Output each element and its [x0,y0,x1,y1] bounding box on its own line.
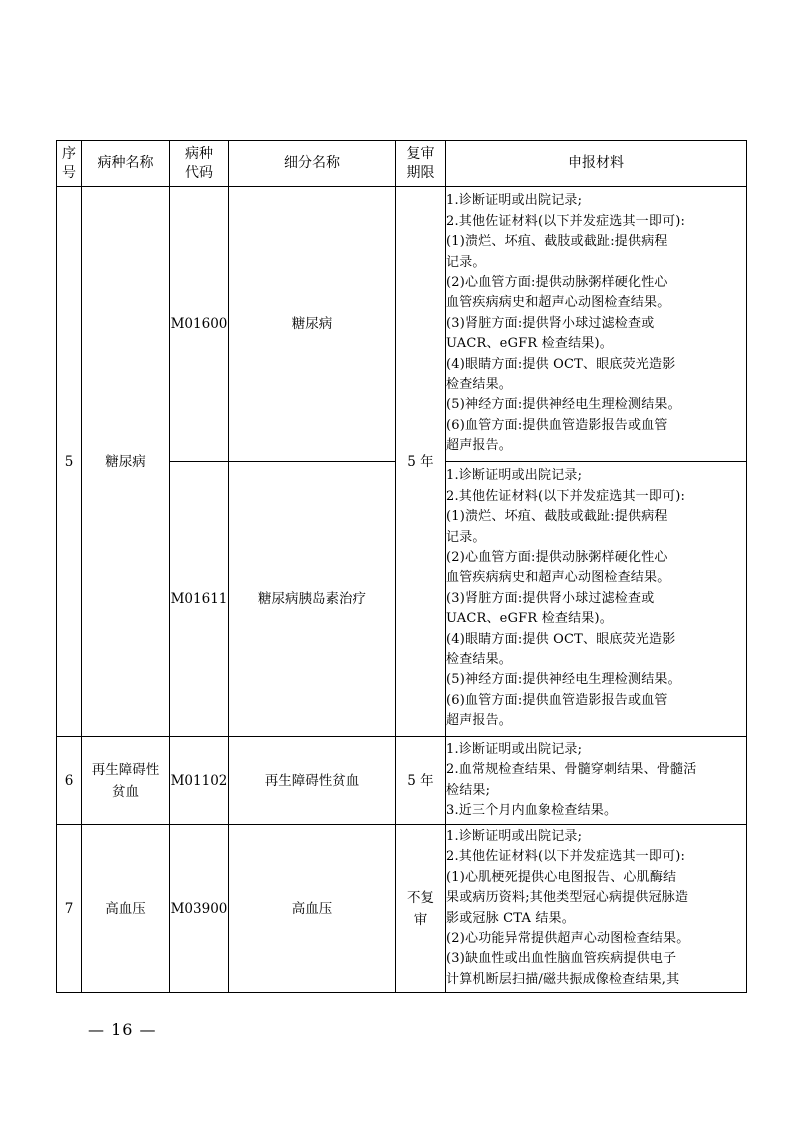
material-line: 1.诊断证明或出院记录; [446,468,583,484]
disease-name-cell: 糖尿病 [82,187,170,737]
material-line: 计算机断层扫描/磁共振成像检查结果,其 [446,971,680,987]
material-line: (2)心血管方面:提供动脉粥样硬化性心 [446,549,668,565]
disease-code-cell: M01600 [170,187,229,462]
material-line: 记录。 [446,529,486,545]
material-line: (3)肾脏方面:提供肾小球过滤检查或 [446,315,655,331]
material-line: 检查结果。 [446,652,513,668]
header-row [57,141,747,187]
material-line: 记录。 [446,254,486,270]
material-line: 1.诊断证明或出院记录; [446,828,583,844]
material-line: (3)缺血性或出血性脑血管疾病提供电子 [446,951,677,967]
materials-cell [446,462,747,737]
material-line: (2)心功能异常提供超声心动图检查结果。 [446,930,690,946]
table-row [57,187,747,462]
disease-name-cell: 再生障碍性 贫血 [82,737,170,825]
material-line: (1)溃烂、坏疽、截肢或截趾:提供病程 [446,509,668,525]
header-materials: 申报材料 [446,141,747,187]
material-line: (4)眼睛方面:提供 OCT、眼底荧光造影 [446,356,676,372]
material-line: (2)心血管方面:提供动脉粥样硬化性心 [446,274,668,290]
review-period-cell: 不复 审 [396,825,446,993]
disease-code-cell: M01611 [170,462,229,737]
material-line: UACR、eGFR 检查结果)。 [446,611,613,627]
material-line: 1.诊断证明或出院记录; [446,193,583,209]
header-seq: 序 号 [57,141,82,187]
material-line: 超声报告。 [446,438,513,454]
material-line: 2.其他佐证材料(以下并发症选其一即可): [446,488,686,504]
review-period-cell: 5 年 [396,737,446,825]
table-row [57,825,747,993]
material-line: (6)血管方面:提供血管造影报告或血管 [446,417,668,433]
material-line: 1.诊断证明或出院记录; [446,741,583,757]
header-disease-name: 病种名称 [82,141,170,187]
material-line: UACR、eGFR 检查结果)。 [446,336,613,352]
materials-cell [446,737,747,825]
table-row [57,737,747,825]
page-number: — 16 — [88,1020,157,1039]
material-line: (3)肾脏方面:提供肾小球过滤检查或 [446,590,655,606]
material-line: 超声报告。 [446,713,513,729]
disease-code-cell: M03900 [170,825,229,993]
sub-name-cell: 糖尿病胰岛素治疗 [229,462,396,737]
material-line: 2.其他佐证材料(以下并发症选其一即可): [446,849,686,865]
disease-name-cell: 高血压 [82,825,170,993]
materials-cell [446,825,747,993]
seq-cell: 6 [57,737,82,825]
material-line: (5)神经方面:提供神经电生理检测结果。 [446,397,681,413]
material-line: 2.血常规检查结果、骨髓穿刺结果、骨髓活 [446,762,697,778]
material-line: 影或冠脉 CTA 结果。 [446,910,575,926]
material-line: (5)神经方面:提供神经电生理检测结果。 [446,672,681,688]
claims-table [56,140,747,993]
material-line: (1)心肌梗死提供心电图报告、心肌酶结 [446,869,677,885]
material-line: 2.其他佐证材料(以下并发症选其一即可): [446,213,686,229]
material-line: 检结果; [446,782,491,798]
material-line: 血管疾病病史和超声心动图检查结果。 [446,295,671,311]
header-sub-name: 细分名称 [229,141,396,187]
seq-cell: 7 [57,825,82,993]
sub-name-cell: 高血压 [229,825,396,993]
sub-name-cell: 再生障碍性贫血 [229,737,396,825]
sub-name-cell: 糖尿病 [229,187,396,462]
material-line: 血管疾病病史和超声心动图检查结果。 [446,570,671,586]
material-line: (6)血管方面:提供血管造影报告或血管 [446,692,668,708]
header-disease-code: 病种 代码 [170,141,229,187]
disease-code-cell: M01102 [170,737,229,825]
materials-cell [446,187,747,462]
header-review-period: 复审 期限 [396,141,446,187]
seq-cell: 5 [57,187,82,737]
material-line: 果或病历资料;其他类型冠心病提供冠脉造 [446,890,689,906]
material-line: 检查结果。 [446,377,513,393]
material-line: 3.近三个月内血象检查结果。 [446,802,618,818]
material-line: (1)溃烂、坏疽、截肢或截趾:提供病程 [446,234,668,250]
review-period-cell: 5 年 [396,187,446,737]
material-line: (4)眼睛方面:提供 OCT、眼底荧光造影 [446,631,676,647]
